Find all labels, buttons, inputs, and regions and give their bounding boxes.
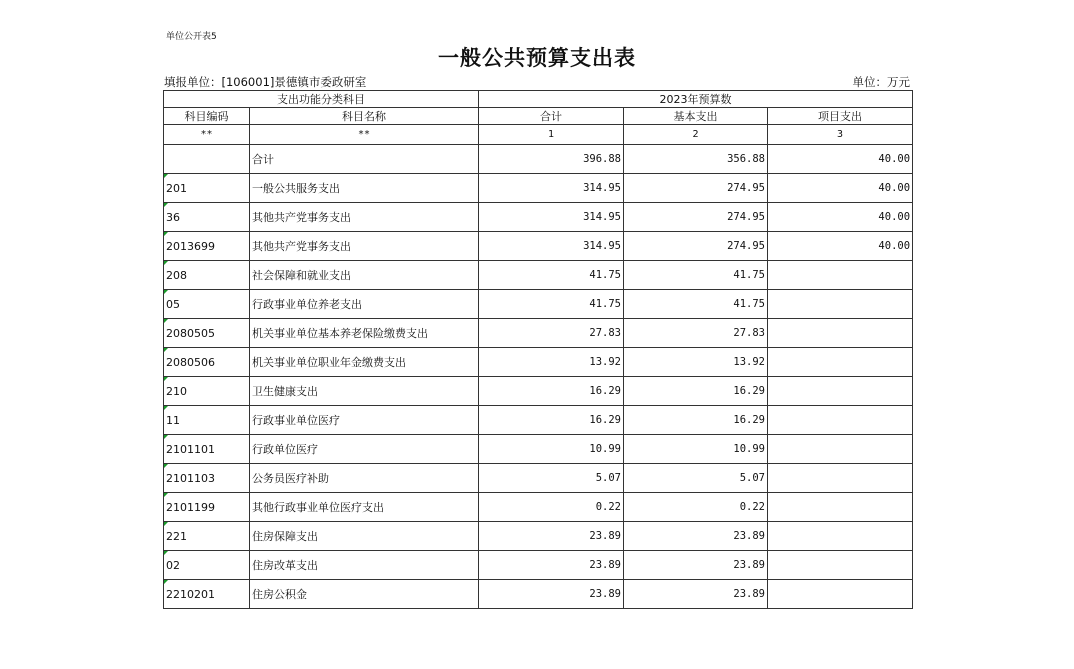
cell-name <box>250 319 479 348</box>
cell-name <box>250 464 479 493</box>
cell-code-text: 2101101 <box>166 442 215 456</box>
cell-total-text: 5.07 <box>595 472 621 484</box>
cell-name <box>250 551 479 580</box>
cell-total-text: 13.92 <box>589 356 621 368</box>
header-project: 项目支出 <box>768 108 913 125</box>
cell-basic-text: 23.89 <box>733 559 765 571</box>
table-row <box>164 290 913 319</box>
cell-total <box>479 377 624 406</box>
cell-basic-text: 16.29 <box>733 414 765 426</box>
table-row <box>164 464 913 493</box>
cell-comment-marker <box>164 174 168 178</box>
header-column-row <box>164 108 913 125</box>
cell-code-text: 05 <box>166 297 180 311</box>
table-row <box>164 493 913 522</box>
index-cell: 2 <box>624 125 768 145</box>
cell-basic <box>624 464 768 493</box>
cell-basic-text: 41.75 <box>733 298 765 310</box>
table-row <box>164 348 913 377</box>
index-cell: 1 <box>479 125 624 145</box>
cell-code <box>164 290 250 319</box>
table-row <box>164 435 913 464</box>
cell-total <box>479 290 624 319</box>
cell-total <box>479 551 624 580</box>
cell-comment-marker <box>164 435 168 439</box>
cell-basic-text: 274.95 <box>727 211 765 223</box>
cell-total <box>479 348 624 377</box>
cell-total-text: 16.29 <box>589 414 621 426</box>
cell-total <box>479 464 624 493</box>
cell-total <box>479 435 624 464</box>
cell-code <box>164 145 250 174</box>
cell-total-text: 314.95 <box>583 211 621 223</box>
cell-code-text: 2101103 <box>166 471 215 485</box>
table-row <box>164 580 913 609</box>
cell-name-text: 一般公共服务支出 <box>252 182 340 195</box>
cell-code <box>164 319 250 348</box>
cell-basic <box>624 551 768 580</box>
cell-total <box>479 261 624 290</box>
cell-name-text: 住房公积金 <box>252 588 307 601</box>
table-row <box>164 319 913 348</box>
cell-basic <box>624 203 768 232</box>
cell-code-text: 2210201 <box>166 587 215 601</box>
index-row <box>164 125 913 145</box>
cell-total <box>479 232 624 261</box>
cell-code-text: 2080506 <box>166 355 215 369</box>
cell-basic-text: 356.88 <box>727 153 765 165</box>
cell-project-text: 40.00 <box>878 240 911 252</box>
cell-name <box>250 261 479 290</box>
cell-project <box>768 580 913 609</box>
cell-name <box>250 435 479 464</box>
table-row <box>164 203 913 232</box>
cell-comment-marker <box>164 232 168 236</box>
cell-comment-marker <box>164 464 168 468</box>
cell-project <box>768 493 913 522</box>
cell-code <box>164 348 250 377</box>
cell-project <box>768 551 913 580</box>
cell-basic <box>624 261 768 290</box>
cell-name-text: 住房改革支出 <box>252 559 318 572</box>
cell-name-text: 机关事业单位职业年金缴费支出 <box>252 356 406 369</box>
cell-name-text: 行政事业单位医疗 <box>252 414 340 427</box>
cell-name-text: 其他共产党事务支出 <box>252 240 351 253</box>
cell-name <box>250 522 479 551</box>
cell-name <box>250 406 479 435</box>
header-basic: 基本支出 <box>624 108 768 125</box>
cell-code-text: 02 <box>166 558 180 572</box>
table-row <box>164 522 913 551</box>
cell-code-text: 11 <box>166 413 180 427</box>
cell-code <box>164 232 250 261</box>
cell-comment-marker <box>164 551 168 555</box>
cell-total-text: 314.95 <box>583 240 621 252</box>
cell-name-text: 社会保障和就业支出 <box>252 269 351 282</box>
cell-project <box>768 406 913 435</box>
cell-total-text: 23.89 <box>589 530 621 542</box>
cell-name <box>250 580 479 609</box>
table-row <box>164 406 913 435</box>
cell-basic <box>624 174 768 203</box>
cell-total <box>479 493 624 522</box>
cell-project <box>768 174 913 203</box>
cell-project <box>768 145 913 174</box>
cell-total-text: 0.22 <box>595 501 621 513</box>
cell-basic <box>624 406 768 435</box>
cell-total-text: 41.75 <box>589 298 621 310</box>
header-group-row <box>164 91 913 108</box>
cell-code-text: 2013699 <box>166 239 215 253</box>
cell-total <box>479 203 624 232</box>
cell-comment-marker <box>164 406 168 410</box>
cell-project <box>768 435 913 464</box>
cell-name-text: 行政单位医疗 <box>252 443 318 456</box>
cell-total <box>479 145 624 174</box>
cell-project <box>768 348 913 377</box>
cell-total-text: 23.89 <box>589 588 621 600</box>
cell-code-text: 221 <box>166 529 187 543</box>
cell-basic <box>624 522 768 551</box>
table-row <box>164 377 913 406</box>
cell-code-text: 36 <box>166 210 180 224</box>
cell-basic-text: 0.22 <box>739 501 765 513</box>
header-code: 科目编码 <box>164 108 250 125</box>
header-group-classification: 支出功能分类科目 <box>164 91 479 108</box>
table-row <box>164 232 913 261</box>
cell-total-text: 16.29 <box>589 385 621 397</box>
cell-code <box>164 174 250 203</box>
page-title: 一般公共预算支出表 <box>438 45 636 70</box>
cell-name <box>250 377 479 406</box>
cell-name-text: 行政事业单位养老支出 <box>252 298 362 311</box>
cell-project <box>768 232 913 261</box>
cell-code <box>164 203 250 232</box>
header-total: 合计 <box>479 108 624 125</box>
table-row <box>164 145 913 174</box>
cell-code <box>164 551 250 580</box>
cell-code <box>164 377 250 406</box>
cell-total-text: 27.83 <box>589 327 621 339</box>
cell-total-text: 314.95 <box>583 182 621 194</box>
cell-project <box>768 464 913 493</box>
cell-total-text: 396.88 <box>583 153 621 165</box>
cell-basic <box>624 435 768 464</box>
cell-basic-text: 5.07 <box>739 472 765 484</box>
cell-project <box>768 261 913 290</box>
cell-name <box>250 145 479 174</box>
header-group-budget: 2023年预算数 <box>479 91 913 108</box>
cell-basic-text: 16.29 <box>733 385 765 397</box>
cell-comment-marker <box>164 377 168 381</box>
cell-basic-text: 13.92 <box>733 356 765 368</box>
cell-project <box>768 319 913 348</box>
cell-name <box>250 203 479 232</box>
cell-basic <box>624 319 768 348</box>
cell-code <box>164 406 250 435</box>
cell-code <box>164 261 250 290</box>
cell-total-text: 41.75 <box>589 269 621 281</box>
cell-comment-marker <box>164 580 168 584</box>
form-number: 单位公开表5 <box>166 32 217 42</box>
cell-code <box>164 493 250 522</box>
cell-comment-marker <box>164 203 168 207</box>
cell-project-text: 40.00 <box>878 182 911 194</box>
cell-name-text: 机关事业单位基本养老保险缴费支出 <box>252 327 428 340</box>
cell-name-text: 其他共产党事务支出 <box>252 211 351 224</box>
cell-name-text: 卫生健康支出 <box>252 385 318 398</box>
currency-unit: 单位：万元 <box>852 75 910 89</box>
header-name: 科目名称 <box>250 108 479 125</box>
cell-basic <box>624 348 768 377</box>
cell-name <box>250 232 479 261</box>
cell-name <box>250 493 479 522</box>
cell-code-text: 210 <box>166 384 187 398</box>
cell-code <box>164 580 250 609</box>
cell-name <box>250 348 479 377</box>
cell-project <box>768 290 913 319</box>
cell-code <box>164 522 250 551</box>
budget-table <box>163 90 913 609</box>
cell-name <box>250 174 479 203</box>
cell-comment-marker <box>164 319 168 323</box>
cell-total <box>479 319 624 348</box>
cell-basic-text: 274.95 <box>727 182 765 194</box>
cell-basic <box>624 145 768 174</box>
cell-comment-marker <box>164 261 168 265</box>
cell-total <box>479 406 624 435</box>
table-row <box>164 174 913 203</box>
cell-code <box>164 464 250 493</box>
cell-name <box>250 290 479 319</box>
cell-project-text: 40.00 <box>878 153 911 165</box>
cell-project <box>768 203 913 232</box>
reporting-unit: 填报单位：[106001]景德镇市委政研室 <box>164 75 367 89</box>
cell-basic-text: 41.75 <box>733 269 765 281</box>
cell-basic-text: 10.99 <box>733 443 765 455</box>
cell-total <box>479 522 624 551</box>
cell-total-text: 10.99 <box>589 443 621 455</box>
cell-total <box>479 174 624 203</box>
cell-basic <box>624 232 768 261</box>
cell-basic-text: 27.83 <box>733 327 765 339</box>
cell-comment-marker <box>164 522 168 526</box>
cell-comment-marker <box>164 493 168 497</box>
cell-basic-text: 23.89 <box>733 588 765 600</box>
cell-basic <box>624 493 768 522</box>
cell-code-text: 2080505 <box>166 326 215 340</box>
cell-project-text: 40.00 <box>878 211 911 223</box>
cell-basic-text: 23.89 <box>733 530 765 542</box>
cell-code-text: 201 <box>166 181 187 195</box>
cell-project <box>768 522 913 551</box>
cell-name-text: 其他行政事业单位医疗支出 <box>252 501 384 514</box>
cell-comment-marker <box>164 290 168 294</box>
index-cell: ** <box>250 125 479 145</box>
cell-total <box>479 580 624 609</box>
cell-total-text: 23.89 <box>589 559 621 571</box>
cell-code-text: 208 <box>166 268 187 282</box>
cell-name-text: 住房保障支出 <box>252 530 318 543</box>
cell-basic <box>624 580 768 609</box>
table-row <box>164 551 913 580</box>
cell-basic-text: 274.95 <box>727 240 765 252</box>
index-cell: 3 <box>768 125 913 145</box>
cell-basic <box>624 290 768 319</box>
cell-name-text: 合计 <box>252 153 274 166</box>
cell-name-text: 公务员医疗补助 <box>252 472 329 485</box>
cell-basic <box>624 377 768 406</box>
index-cell: ** <box>164 125 250 145</box>
cell-code <box>164 435 250 464</box>
cell-project <box>768 377 913 406</box>
table-row <box>164 261 913 290</box>
cell-code-text: 2101199 <box>166 500 215 514</box>
cell-comment-marker <box>164 348 168 352</box>
